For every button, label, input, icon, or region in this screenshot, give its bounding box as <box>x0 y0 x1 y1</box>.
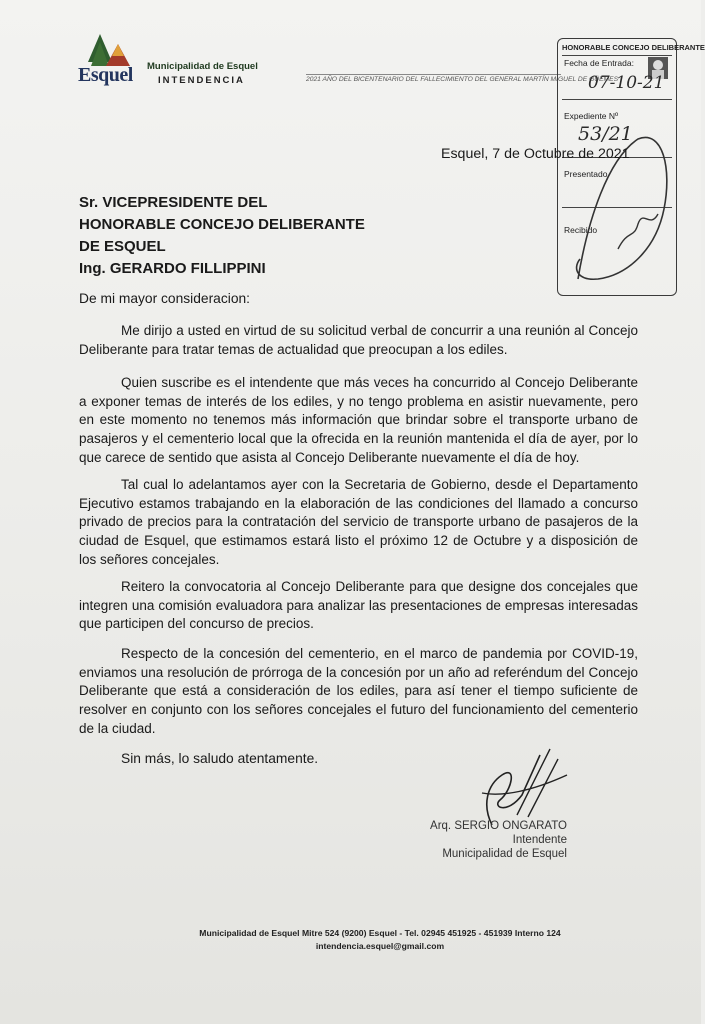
municipality-name: Municipalidad de Esquel <box>147 61 258 72</box>
stamp-file-label: Expediente Nº <box>564 111 619 121</box>
recipient-block <box>79 192 365 280</box>
stamp-received-label: Recibido <box>564 225 598 235</box>
recipient-line: Ing. GERARDO FILLIPPINI <box>79 260 266 277</box>
paragraph-3: Tal cual lo adelantamos ayer con la Secretaria de Gobierno, desde el Departamento Ejecutivo estamos trabajando en la elaboración de las condiciones del llamado a concurso privado de precios para la contratación del servicio de transporte urbano de pasajeros de la ciudad de Esquel, que estimamos estará listo el próximo 12 de Octubre y a disposición de los señores concejales. <box>79 477 638 567</box>
stamp-signature-scribble-icon <box>568 99 674 289</box>
stamp-entry-label: Fecha de Entrada: <box>564 58 634 68</box>
signer-org: Municipalidad de Esquel <box>442 848 567 860</box>
signer-name: Arq. SERGIO ONGARATO <box>430 820 567 832</box>
footer-email: intendencia.esquel@gmail.com <box>315 941 445 951</box>
signer-title: Intendente <box>512 834 567 846</box>
paragraph-1: Me dirijo a usted en virtud de su solicitud verbal de concurrir a una reunión al Concejo Deliberante para tratar temas de actualidad que preocupan a los ediles. <box>79 323 638 357</box>
footer-address: Municipalidad de Esquel Mitre 524 (9200) Esquel - Tel. 02945 451925 - 451939 Interno 124 <box>199 928 561 938</box>
stamp-presented-label: Presentado <box>564 169 608 179</box>
letter-date: Esquel, 7 de Octubre de 2021 <box>441 146 630 162</box>
recipient-line: HONORABLE CONCEJO DELIBERANTE <box>79 216 365 233</box>
reception-stamp <box>557 38 705 296</box>
logo-word: Esquel <box>78 64 133 86</box>
recipient-line: DE ESQUEL <box>79 238 166 255</box>
paragraph-2: Quien suscribe es el intendente que más veces ha concurrido al Concejo Deliberante a exponer temas de interés de los ediles, y no tengo problema en asistir nuevamente, pero en este momento no tenemos más información que brindar sobre el transporte urbano de pasajeros y el cementerio local que la ofrecida en la reunión mantenida el día de ayer, por lo que carece de sentido que asista al Concejo Deliberante nuevamente el día de hoy. <box>79 375 638 465</box>
closing-line: Sin más, lo saludo atentamente. <box>121 751 319 766</box>
department-name: INTENDENCIA <box>158 75 245 86</box>
paragraph-4: Reitero la convocatoria al Concejo Deliberante para que designe dos concejales que integren una comisión evaluadora para analizar las presentaciones de empresas interesadas que participen del concurso de precios. <box>79 579 638 632</box>
letter-footer <box>155 927 605 953</box>
stamp-file-value: 53/21 <box>578 123 633 145</box>
bicentennial-line: 2021 AÑO DEL BICENTENARIO DEL FALLECIMIENTO DEL GENERAL MARTÍN MIGUEL DE GÜEMES <box>306 76 619 83</box>
paragraph-5: Respecto de la concesión del cementerio, en el marco de pandemia por COVID-19, enviamos una resolución de prórroga de la concesión por un año ad referéndum del Concejo Deliberante que está a consideración de los ediles, para así tener el tiempo suficiente de resolver en conjunto con los señores concejales el futuro del funcionamiento del cementerio de la ciudad. <box>79 646 638 736</box>
stamp-header: HONORABLE CONCEJO DELIBERANTE <box>562 43 705 52</box>
stamp-entry-value: 07-10-21 <box>588 73 665 93</box>
recipient-line: Sr. VICEPRESIDENTE DEL <box>79 194 268 211</box>
signer-block <box>430 819 567 861</box>
salutation: De mi mayor consideracion: <box>79 291 250 306</box>
